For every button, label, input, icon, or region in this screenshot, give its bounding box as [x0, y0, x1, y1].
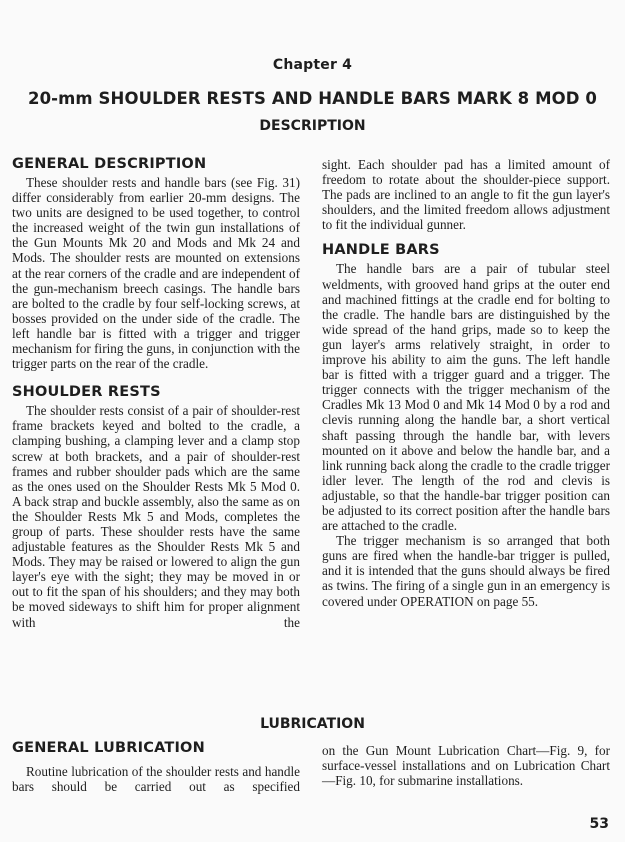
- chapter-title: 20-mm SHOULDER RESTS AND HANDLE BARS MARK 8 MOD 0: [28, 89, 597, 108]
- section-heading-description: DESCRIPTION: [259, 118, 366, 134]
- paragraph-handle-bars-1: The handle bars are a pair of tubular steel weldments, with grooved hand grips at the outer end and machined fittings at the cradle end for bolting to the cradle. The handle bars are distinguished by the wide spread of the hand grips, made so to keep the gun layer's arms relatively straight, in order to improve his ability to aim the guns. The left handle bar is fitted with a trigger guard and a trigger. The trigger connects with the trigger mechanism of the Cradles Mk 13 Mod 0 and Mk 14 Mod 0 by a rod and clevis running along the handle bar, a short vertical shaft passing through the handle bar, with levers mounted on it above and below the handle bar, and a link running back along the cradle to the cradle trigger idler lever. The length of the rod and clevis is adjustable, so that the handle-bar trigger position can be adjusted to its correct position after the handle bars are attached to the cradle.: [322, 261, 610, 534]
- paragraph-general-lubrication: Routine lubrication of the shoulder rests and handle bars should be carried out as specified: [12, 764, 300, 795]
- left-column-lubrication: [12, 740, 300, 794]
- paragraph-general-description: These shoulder rests and handle bars (see Fig. 31) differ considerably from earlier 20-mm designs. The two units are designed to be used together, to control the increased weight of the twin gun installations of the Gun Mounts Mk 20 and Mods and Mk 24 and Mods. The shoulder rests are mounted on extensions at the rear corners of the cradle and are independent of the gun-mechanism breech casings. The handle bars are bolted to the cradle by four self-locking screws, at bosses provided on the under side of the cradle. The left handle bar is fitted with a trigger and trigger mechanism for firing the guns, in conjunction with the trigger parts on the rear of the cradle.: [12, 175, 300, 372]
- heading-general-lubrication: GENERAL LUBRICATION: [12, 740, 205, 756]
- section-heading-lubrication: LUBRICATION: [260, 716, 365, 732]
- page-number: 53: [589, 816, 609, 832]
- right-column: [322, 157, 610, 609]
- paragraph-general-lubrication-continued: on the Gun Mount Lubrication Chart—Fig. 9, for surface-vessel installations and on Lubrication Chart—Fig. 10, for submarine installations.: [322, 743, 610, 789]
- paragraph-handle-bars-2: The trigger mechanism is so arranged that both guns are fired when the handle-bar trigger is pulled, and it is intended that the guns should always be fired as twins. The firing of a single gun in an emergency is covered under OPERATION on page 55.: [322, 533, 610, 609]
- right-column-lubrication: [322, 743, 610, 788]
- left-column: [12, 156, 300, 630]
- chapter-label: Chapter 4: [272, 57, 353, 73]
- heading-general-description: GENERAL DESCRIPTION: [12, 156, 207, 172]
- paragraph-shoulder-rests-continued: sight. Each shoulder pad has a limited amount of freedom to rotate about the shoulder-piece support. The pads are inclined to an angle to fit the gun layer's shoulders, and the limited freedom allows adjustment to fit the individual gunner.: [322, 157, 610, 233]
- heading-shoulder-rests: SHOULDER RESTS: [12, 384, 161, 401]
- paragraph-shoulder-rests: The shoulder rests consist of a pair of shoulder-rest frame brackets keyed and bolted to the cradle, a clamping bushing, a clamping lever and a clamp stop screw at both brackets, and a pair of shoulder-rest frames and rubber shoulder pads which are the same as the ones used on the Shoulder Rests Mk 5 Mod 0. A back strap and buckle assembly, also the same as on the Shoulder Rests Mk 5 and Mods, completes the group of parts. These shoulder rests have the same adjustable features as the Shoulder Rests Mk 5 and Mods. They may be raised or lowered to align the gun layer's eye with the sight; they may be moved in or out to fit the span of his shoulders; and they may both be moved sideways to shift him for proper alignment with the: [12, 403, 300, 630]
- heading-handle-bars: HANDLE BARS: [322, 242, 440, 259]
